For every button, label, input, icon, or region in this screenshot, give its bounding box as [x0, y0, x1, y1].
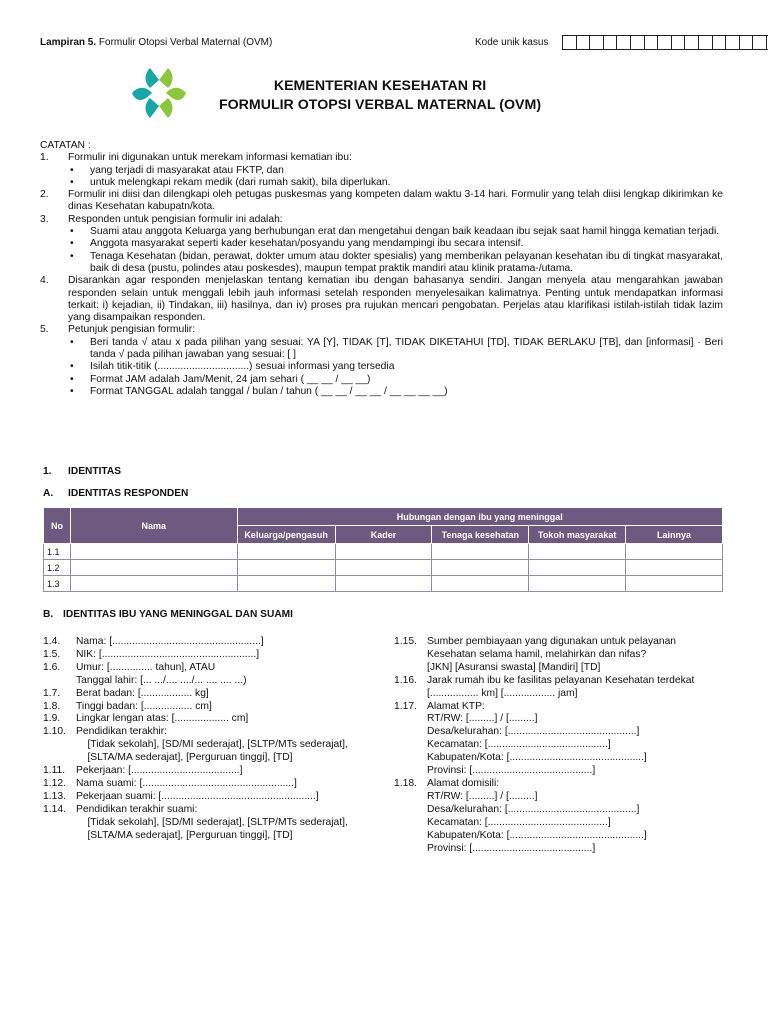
item-number: 5. [40, 324, 49, 336]
field-nama-suami[interactable] [43, 778, 388, 791]
cell-keluarga[interactable] [237, 576, 335, 592]
kode-box[interactable] [740, 36, 754, 49]
cell-lainnya[interactable] [626, 560, 723, 576]
field-number: 1.4. [43, 636, 61, 647]
bullet-text: yang terjadi di masyarakat atau FKTP, dan [90, 164, 284, 176]
catatan-item [40, 152, 723, 164]
field-number: 1.10. [43, 726, 66, 738]
field-number [43, 830, 76, 843]
kode-box[interactable] [577, 36, 591, 49]
title-line2: FORMULIR OTOPSI VERBAL MATERNAL (OVM) [218, 97, 542, 113]
field-text: Pendidikan terakhir suami: [76, 803, 198, 815]
cell-kader[interactable] [335, 576, 432, 592]
responden-table [43, 507, 723, 592]
col-header-kader: Kader [335, 526, 432, 544]
catatan-item [40, 214, 723, 226]
field-text: Pendidikan terakhir: [76, 726, 168, 738]
section-identitas-ibu [43, 609, 293, 620]
field-text: Kesehatan selama hamil, melahirkan dan nifas? [427, 648, 647, 660]
col-header-hubungan: Hubungan dengan ibu yang meninggal [237, 508, 722, 526]
field-tinggi-badan[interactable] [43, 701, 388, 714]
kode-box[interactable] [699, 36, 713, 49]
field-text: Kecamatan: [..........................................] [427, 816, 611, 828]
field-jarak-input[interactable] [394, 688, 729, 701]
field-number [394, 804, 427, 817]
field-text: Nama: [....................................................] [76, 636, 264, 647]
bullet-dot-icon: • [70, 238, 74, 250]
field-number: 1.13. [43, 790, 66, 802]
field-text: Jarak rumah ibu ke fasilitas pelayanan Kesehatan terdekat [427, 674, 695, 686]
field-number [394, 791, 427, 804]
bullet-item [40, 386, 723, 398]
catatan-item [40, 189, 723, 214]
kode-box[interactable] [658, 36, 672, 49]
col-header-no: No [44, 508, 71, 544]
field-ktp-kecamatan[interactable] [394, 739, 729, 752]
field-umur[interactable] [43, 662, 388, 675]
field-lingkar-lengan[interactable] [43, 713, 388, 726]
kemenkes-logo-icon [130, 66, 188, 120]
section-letter: B. [43, 609, 54, 620]
item-text: Disarankan agar responden menjelaskan tentang kematian ibu dengan bahasanya sendiri. Jangan menyela atau mengarahkan jawaban responden selain untuk menggali lebih jauh informasi setelah responden menyelesaikan kalimatnya. Penting untuk mendapatkan informasi terkait: i) kejadian, ii) Tindakan, iii) hasilnya, dan iv) proses pra rujukan mencari pengobatan. Perjelas atau klarifikasi istilah-istilah tidak lazim yang disampaikan responden. [68, 275, 723, 324]
bullet-text: untuk melengkapi rekam medik (dari rumah sakit), bila diperlukan. [90, 176, 391, 188]
item-text: Responden untuk pengisian formulir ini adalah: [68, 213, 283, 225]
field-text: Alamat domisili: [427, 777, 500, 789]
field-domisili-rtrw[interactable] [394, 791, 729, 804]
field-text: RT/RW: [.........] / [.........] [427, 790, 538, 802]
field-number [394, 688, 427, 701]
bullet-text: Anggota masyarakat seperti kader kesehatan/posyandu yang mendampingi ibu secara intensif. [90, 238, 524, 250]
bullet-text: Isilah titik-titik (................................) sesuai informasi yang tersedia [90, 361, 395, 373]
field-tanggal-lahir[interactable] [43, 675, 388, 688]
cell-tokoh[interactable] [529, 544, 626, 560]
catatan-heading: CATATAN : [40, 140, 91, 151]
bullet-item [40, 251, 723, 276]
bullet-item [40, 337, 723, 362]
lampiran-text: Formulir Otopsi Verbal Maternal (OVM) [98, 37, 273, 48]
field-text: Provinsi: [..........................................] [427, 842, 596, 854]
row-number: 1.1 [44, 544, 71, 560]
bullet-item [40, 361, 723, 373]
field-number [394, 752, 427, 765]
bullet-item [40, 226, 723, 238]
cell-kader[interactable] [335, 560, 432, 576]
bullet-text: Beri tanda √ atau x pada pilihan yang sesuai: YA [Y], TIDAK [T], TIDAK DIKETAHUI [TD], TIDAK BERLAKU [TB], dan [informasi] · Beri tanda √ pada pilihan jawaban yang sesuai: [ ] [90, 336, 723, 361]
field-text: Kabupaten/Kota: [...............................................] [427, 829, 647, 841]
field-pendidikan-options[interactable] [43, 752, 388, 765]
bullet-dot-icon: • [70, 361, 74, 373]
field-text: Sumber pembiayaan yang digunakan untuk pelayanan [427, 636, 677, 647]
field-alamat-domisili [394, 778, 729, 791]
field-domisili-kecamatan[interactable] [394, 817, 729, 830]
field-domisili-kabupaten[interactable] [394, 830, 729, 843]
field-berat-badan[interactable] [43, 688, 388, 701]
field-number: 1.5. [43, 648, 61, 660]
table-row [44, 560, 723, 576]
kode-box[interactable] [685, 36, 699, 49]
cell-nama[interactable] [70, 560, 237, 576]
col-header-lainnya: Lainnya [626, 526, 723, 544]
field-number: 1.14. [43, 803, 66, 815]
section-title: IDENTITAS [68, 466, 122, 477]
field-jarak-rumah [394, 675, 729, 688]
bullet-dot-icon: • [70, 164, 74, 176]
cell-lainnya[interactable] [626, 544, 723, 560]
bullet-text: Suami atau anggota Keluarga yang berhubungan erat dan mengetahui dengan baik keadaan ibu sejak saat hamil hingga kematian terjadi. [90, 226, 720, 238]
field-alamat-ktp [394, 701, 729, 714]
col-header-tenaga-kesehatan: Tenaga kesehatan [432, 526, 529, 544]
kode-box[interactable] [604, 36, 618, 49]
field-text: Kecamatan: [..........................................] [427, 739, 611, 751]
cell-nama[interactable] [70, 544, 237, 560]
page-title [200, 77, 560, 115]
lampiran-header [40, 37, 272, 48]
right-field-list [394, 636, 729, 855]
field-text: [................. km] [.................. jam] [427, 687, 578, 699]
section-letter: A. [43, 488, 54, 499]
field-sumber-pembiayaan [394, 636, 729, 649]
field-text: Kabupaten/Kota: [...............................................] [427, 752, 647, 764]
bullet-text: Tenaga Kesehatan (bidan, perawat, dokter umum atau dokter spesialis) yang memberikan pelayanan kesehatan ibu di tingkat masyarakat, baik di desa (pustu, polindes atau poskesdes), maupun tempat praktik mandiri atau klinik pratama-/utama. [90, 250, 723, 274]
field-text: [Tidak sekolah], [SD/MI sederajat], [SLTP/MTs sederajat], [76, 739, 348, 751]
section-title: IDENTITAS RESPONDEN [68, 488, 189, 499]
section-title: IDENTITAS IBU YANG MENINGGAL DAN SUAMI [63, 609, 293, 620]
field-nik[interactable] [43, 649, 388, 662]
kode-box[interactable] [563, 36, 577, 49]
catatan-item [40, 275, 723, 324]
field-text: Desa/kelurahan: [.............................................] [427, 803, 640, 815]
bullet-item [40, 165, 723, 177]
kode-box[interactable] [726, 36, 740, 49]
field-number [394, 765, 427, 778]
item-number: 3. [40, 213, 49, 225]
bullet-item [40, 374, 723, 386]
field-pendidikan-suami [43, 804, 388, 817]
field-pekerjaan[interactable] [43, 765, 388, 778]
lampiran-label: Lampiran 5. [40, 37, 97, 48]
field-domisili-desa[interactable] [394, 804, 729, 817]
kode-unik-boxes[interactable] [562, 35, 768, 50]
cell-tenaga[interactable] [432, 576, 529, 592]
field-text: [SLTA/MA sederajat], [Perguruan tinggi], [TD] [76, 752, 293, 764]
bullet-item [40, 238, 723, 250]
field-number [394, 649, 427, 662]
field-text: Berat badan: [.................. kg] [76, 687, 209, 699]
cell-kader[interactable] [335, 544, 432, 560]
cell-keluarga[interactable] [237, 544, 335, 560]
bullet-dot-icon: • [70, 385, 74, 397]
field-pendidikan-suami-options[interactable] [43, 817, 388, 830]
item-text: Petunjuk pengisian formulir: [68, 324, 196, 336]
field-number: 1.17. [394, 700, 417, 712]
bullet-dot-icon: • [70, 176, 74, 188]
field-ktp-provinsi[interactable] [394, 765, 729, 778]
field-text: Umur: [............... tahun], ATAU [76, 661, 216, 673]
catatan-item [40, 324, 723, 336]
col-header-nama: Nama [70, 508, 237, 544]
field-number: 1.18. [394, 777, 417, 789]
col-header-tokoh-masyarakat: Tokoh masyarakat [529, 526, 626, 544]
catatan-section [40, 140, 723, 398]
field-pendidikan-suami-options[interactable] [43, 830, 388, 843]
field-pendidikan [43, 726, 388, 739]
item-number: 4. [40, 275, 49, 287]
item-text: Formulir ini digunakan untuk merekam informasi kematian ibu: [68, 152, 352, 164]
field-ktp-rtrw[interactable] [394, 713, 729, 726]
field-text: [JKN] [Asuransi swasta] [Mandiri] [TD] [427, 661, 601, 673]
item-number: 2. [40, 189, 49, 201]
row-number: 1.2 [44, 560, 71, 576]
field-text: Pekerjaan suami: [......................................................] [76, 790, 319, 802]
kode-box[interactable] [753, 36, 767, 49]
left-field-list [43, 636, 388, 843]
field-text: Pekerjaan: [......................................] [76, 765, 243, 777]
bullet-item [40, 177, 723, 189]
field-text: [SLTA/MA sederajat], [Perguruan tinggi], [TD] [76, 829, 293, 841]
field-text: Provinsi: [..........................................] [427, 765, 596, 777]
row-number: 1.3 [44, 576, 71, 592]
field-number [394, 739, 427, 752]
kode-unik-label: Kode unik kasus [475, 37, 549, 48]
field-text: Lingkar lengan atas: [................... cm] [76, 713, 249, 725]
field-number: 1.15. [394, 636, 417, 647]
field-pekerjaan-suami[interactable] [43, 791, 388, 804]
field-number: 1.11. [43, 765, 66, 777]
bullet-dot-icon: • [70, 226, 74, 238]
bullet-text: Format TANGGAL adalah tanggal / bulan / tahun ( __ __ / __ __ / __ __ __ __) [90, 385, 448, 397]
cell-lainnya[interactable] [626, 576, 723, 592]
field-number [394, 713, 427, 726]
field-ktp-kabupaten[interactable] [394, 752, 729, 765]
field-domisili-provinsi[interactable] [394, 843, 729, 856]
field-text: RT/RW: [.........] / [.........] [427, 713, 538, 725]
field-number: 1.6. [43, 661, 61, 673]
field-number: 1.12. [43, 777, 66, 789]
bullet-dot-icon: • [70, 373, 74, 385]
field-number: 1.7. [43, 687, 61, 699]
field-text: Tinggi badan: [................. cm] [76, 700, 212, 712]
cell-tokoh[interactable] [529, 576, 626, 592]
field-number: 1.9. [43, 713, 61, 725]
field-number [43, 739, 76, 752]
kode-box[interactable] [645, 36, 659, 49]
cell-nama[interactable] [70, 576, 237, 592]
item-text: Formulir ini diisi dan dilengkapi oleh petugas puskesmas yang kompeten dalam waktu 3-14 hari. Formulir yang telah diisi lengkap dikirimkan ke dinas Kesehatan kabupatn/kota. [68, 189, 723, 213]
field-sumber-pembiayaan [394, 649, 729, 662]
table-row [44, 576, 723, 592]
field-number [43, 675, 76, 688]
field-number [394, 726, 427, 739]
kode-box[interactable] [617, 36, 631, 49]
cell-tokoh[interactable] [529, 560, 626, 576]
bullet-text: Format JAM adalah Jam/Menit, 24 jam sehari ( __ __ / __ __) [90, 373, 371, 385]
field-pembiayaan-options[interactable] [394, 662, 729, 675]
field-text: NIK: [......................................................] [76, 648, 260, 660]
field-ktp-desa[interactable] [394, 726, 729, 739]
field-nama[interactable] [43, 636, 388, 649]
kode-box[interactable] [590, 36, 604, 49]
kode-box[interactable] [713, 36, 727, 49]
section-identitas-responden [43, 488, 188, 499]
field-number [394, 817, 427, 830]
item-number: 1. [40, 152, 49, 164]
field-number [394, 662, 427, 675]
field-number [43, 817, 76, 830]
field-text: Nama suami: [.....................................................] [76, 777, 297, 789]
field-text: Tanggal lahir: [... .../.... ..../... .... .... ...) [76, 674, 247, 686]
cell-keluarga[interactable] [237, 560, 335, 576]
section-number: 1. [43, 466, 52, 477]
field-number: 1.16. [394, 674, 417, 686]
title-line1: KEMENTERIAN KESEHATAN RI [273, 78, 487, 94]
cell-tenaga[interactable] [432, 544, 529, 560]
bullet-dot-icon: • [70, 336, 74, 348]
field-number [43, 752, 76, 765]
field-number: 1.8. [43, 700, 61, 712]
field-text: Alamat KTP: [427, 700, 485, 712]
kode-box[interactable] [631, 36, 645, 49]
table-row [44, 544, 723, 560]
section-identitas [43, 466, 121, 477]
field-number [394, 830, 427, 843]
field-pendidikan-options[interactable] [43, 739, 388, 752]
kode-box[interactable] [672, 36, 686, 49]
cell-tenaga[interactable] [432, 560, 529, 576]
field-text: [Tidak sekolah], [SD/MI sederajat], [SLTP/MTs sederajat], [76, 816, 348, 828]
col-header-keluarga: Keluarga/pengasuh [237, 526, 335, 544]
field-number [394, 843, 427, 856]
bullet-dot-icon: • [70, 250, 74, 262]
field-text: Desa/kelurahan: [.............................................] [427, 726, 640, 738]
